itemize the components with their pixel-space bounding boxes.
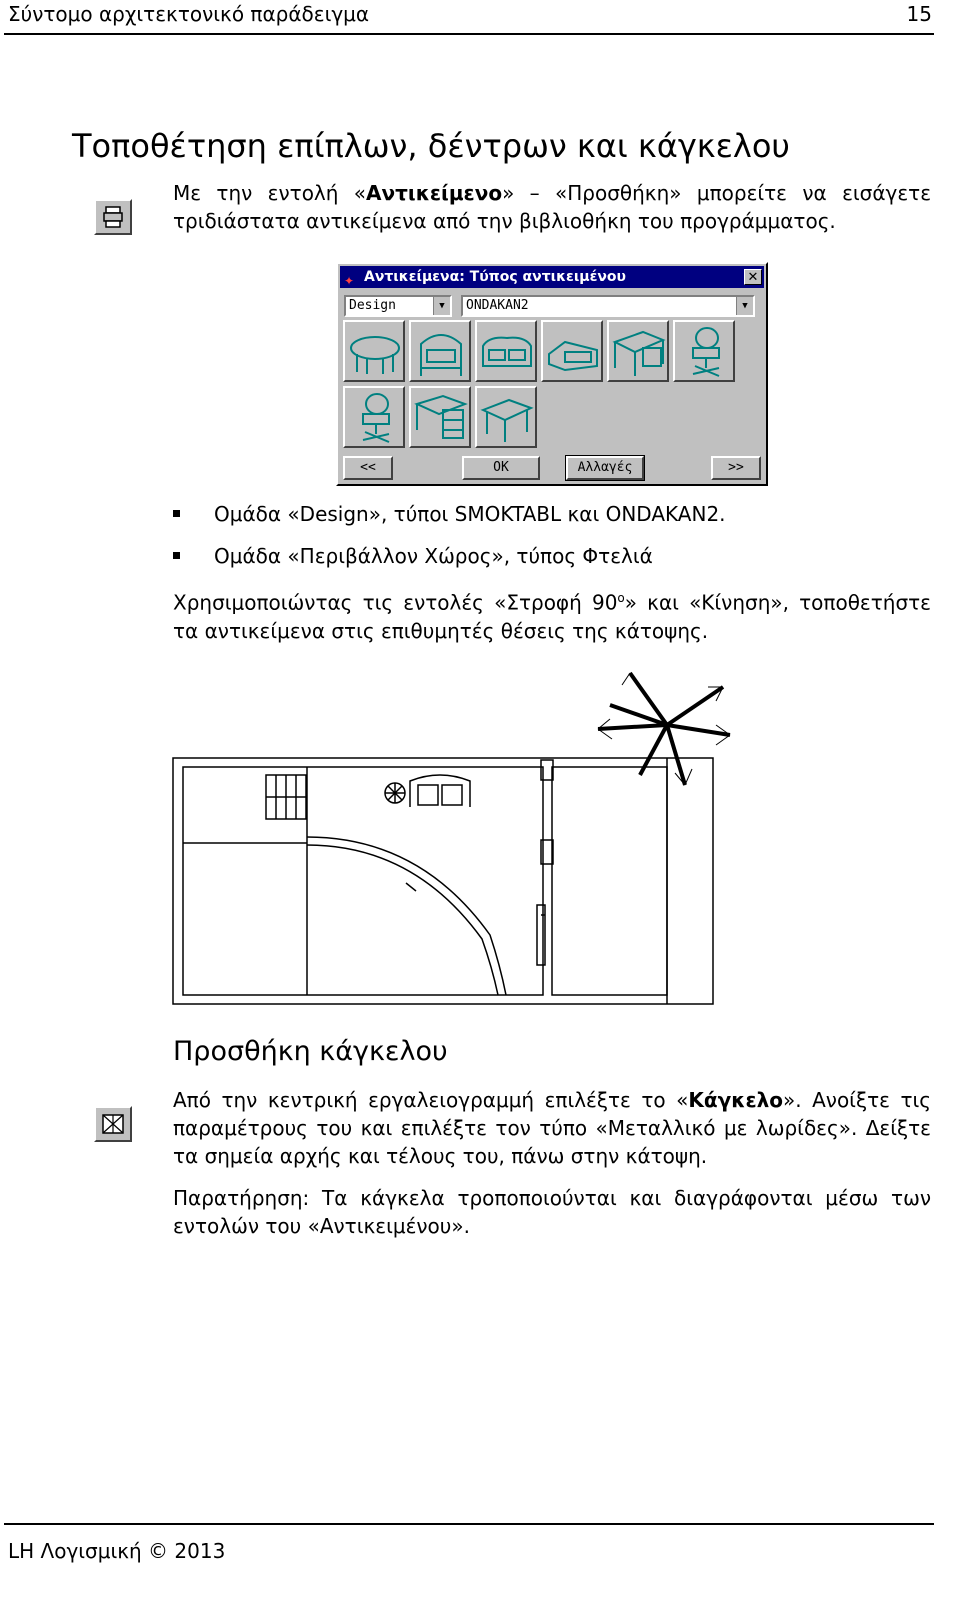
bullet-item: Ομάδα «Design», τύποι SMOKTABL και ONDAKAN2. [173, 500, 726, 528]
sofa-plan [410, 775, 470, 807]
footer-rule [4, 1523, 934, 1525]
object-tile-office-chair[interactable] [673, 320, 735, 382]
object-toolbar-icon[interactable] [94, 199, 132, 235]
object-tile-office-chair-2[interactable] [343, 386, 405, 448]
office-chair-icon [677, 324, 733, 380]
right-room-inner-wall [552, 767, 667, 995]
railing-icon-glyph [96, 1108, 130, 1140]
sofa-icon [479, 324, 535, 380]
rotate-paragraph: Χρησιμοποιώντας τις εντολές «Στροφή $90^o$» και «Κίνηση», τοποθετήστε τα αντικείμενα στις επιθυμητές θέσεις της κάτοψης. [173, 590, 931, 643]
group-select[interactable] [344, 295, 452, 317]
floor-plan-drawing [170, 665, 740, 1010]
oval-table-icon [347, 324, 403, 380]
outer-wall-outline [173, 758, 713, 1004]
elm-tree-plan [598, 673, 730, 785]
object-tile-armchair[interactable] [409, 320, 471, 382]
railing-toolbar-icon[interactable] [94, 1106, 132, 1142]
curved-railing [307, 837, 506, 995]
object-tile-table[interactable] [475, 386, 537, 448]
object-type-dialog [336, 262, 768, 486]
chevron-down-icon[interactable]: ▼ [433, 297, 450, 315]
armchair-icon [413, 324, 469, 380]
object-icon-glyph [96, 201, 130, 233]
object-tile-desk[interactable] [607, 320, 669, 382]
railing-paragraph: Από την κεντρική εργαλειογραμμή επιλέξτε το «Κάγκελο». Ανοίξτε τις παραμέτρους του και επιλέξτε τον τύπο «Μεταλλικό με λωρίδες». Δείξτε τα σημεία αρχής και τέλους του, πάνω στην κάτοψη. [173, 1088, 932, 1168]
next-button[interactable]: >> [711, 456, 761, 480]
ok-button[interactable]: OK [462, 456, 540, 480]
object-tile-oval-table[interactable] [343, 320, 405, 382]
object-tile-sofa[interactable] [475, 320, 537, 382]
bullet-item: Ομάδα «Περιβάλλον Χώρος», τύπος Φτελιά [173, 542, 653, 570]
office-desk-icon [413, 390, 469, 446]
object-tile-corner-sofa[interactable] [541, 320, 603, 382]
group-select-value: Design [349, 298, 396, 313]
prev-button[interactable]: << [343, 456, 393, 480]
note-paragraph: Παρατήρηση: Τα κάγκελα τροποποιούνται και διαγράφονται μέσω των εντολών του «Αντικειμένου». [173, 1186, 931, 1238]
intro-paragraph: Με την εντολή «Αντικείμενο» – «Προσθήκη» μπορείτε να εισάγετε τριδιάστατα αντικείμενα από την βιβλιοθήκη του προγράμματος. [173, 181, 931, 233]
corner-sofa-icon [545, 324, 601, 380]
running-header-title: Σύντομο αρχιτεκτονικό παράδειγμα [8, 2, 370, 26]
type-select-value: ONDAKAN2 [466, 298, 529, 313]
dialog-close-button[interactable]: ✕ [744, 269, 762, 285]
change-button[interactable]: Αλλαγές [566, 456, 644, 480]
header-rule [4, 33, 934, 35]
table-icon [479, 390, 535, 446]
desk-icon [611, 324, 667, 380]
bullet-square-icon [173, 552, 180, 559]
dialog-titlebar[interactable] [340, 266, 764, 288]
section-heading-furniture: Τοποθέτηση επίπλων, δέντρων και κάγκελου [72, 127, 790, 165]
page-number: 15 [906, 2, 932, 26]
object-tile-office-desk[interactable] [409, 386, 471, 448]
dialog-title: Αντικείμενα: Τύπος αντικειμένου [364, 269, 626, 285]
bullet-square-icon [173, 510, 180, 517]
section-heading-railing: Προσθήκη κάγκελου [173, 1036, 448, 1067]
chevron-down-icon[interactable]: ▼ [736, 297, 753, 315]
office-chair-icon [347, 390, 403, 446]
type-select[interactable] [461, 295, 755, 317]
app-logo-icon: ✦ [344, 274, 355, 288]
footer-text: LH Λογισμική © 2013 [8, 1539, 226, 1563]
